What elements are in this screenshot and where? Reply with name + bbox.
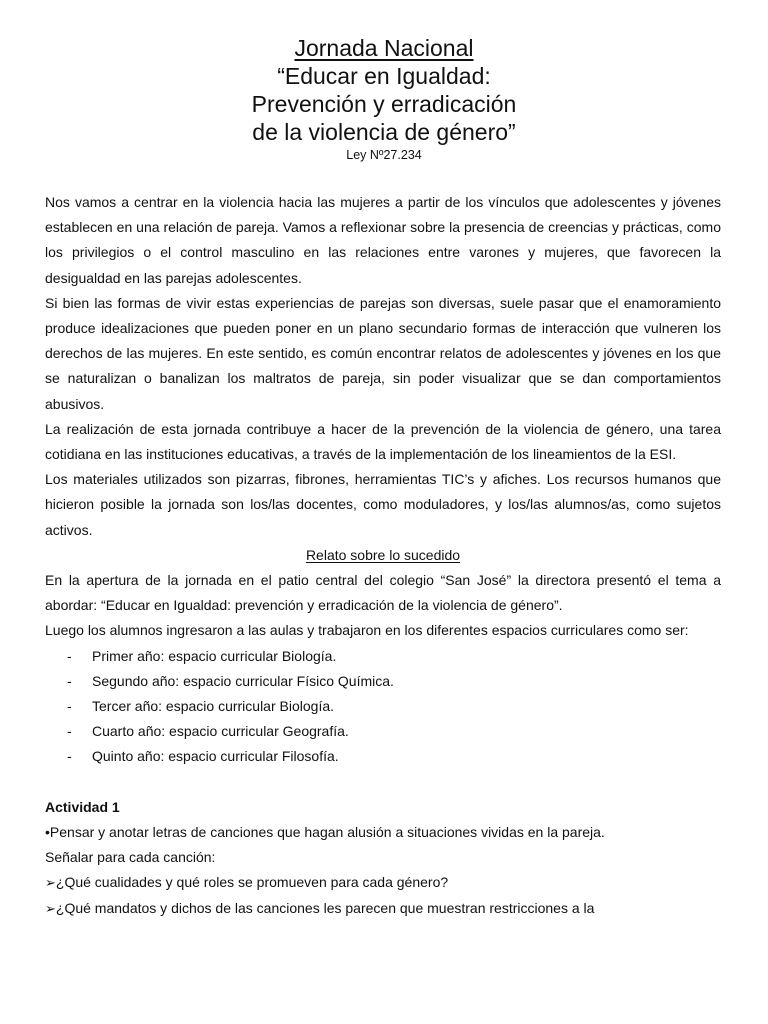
dash-marker: -: [67, 748, 72, 765]
law-reference: Ley Nº27.234: [346, 148, 422, 162]
list-item-text: Segundo año: espacio curricular Físico Química.: [92, 672, 394, 689]
list-item: [45, 694, 721, 719]
title-line-3: Prevención y erradicación: [251, 91, 517, 117]
document-body: [45, 190, 721, 921]
list-item-text: Cuarto año: espacio curricular Geografía.: [92, 723, 349, 740]
arrow-bullet-icon: ➢: [45, 875, 56, 891]
list-item-text: Tercer año: espacio curricular Biología.: [92, 698, 335, 715]
section-spacer: [45, 770, 721, 795]
curricular-list: [45, 644, 721, 770]
title-line-4: de la violencia de género”: [252, 119, 516, 145]
list-item: [45, 719, 721, 744]
activity-1-instruction: Señalar para cada canción:: [45, 849, 216, 866]
list-item-text: Quinto año: espacio curricular Filosofía.: [92, 748, 339, 765]
title-line-2: “Educar en Igualdad:: [277, 63, 491, 89]
intro-paragraph-1: Nos vamos a centrar en la violencia hacia las mujeres a partir de los vínculos que adolescentes y jóvenes establecen en una relación de pareja. Vamos a reflexionar sobre la presencia de creencias y prácticas, como los privilegios o el control masculino en las relaciones entre varones y mujeres, que favorecen la desigualdad en las parejas adolescentes.: [45, 194, 721, 286]
list-item: [45, 744, 721, 769]
activity-1-question-1: [45, 870, 721, 895]
intro-paragraph-2: Si bien las formas de vivir estas experiencias de parejas son diversas, suele pasar que el enamoramiento produce idealizaciones que pueden poner en un plano secundario formas de interacción que vulneren los derechos de las mujeres. En este sentido, es común encontrar relatos de adolescentes y jóvenes en los que se naturalizan o banalizan los maltratos de pareja, sin poder visualizar que se dan comportamientos abusivos.: [45, 294, 721, 412]
intro-paragraph-4: Los materiales utilizados son pizarras, fibrones, herramientas TIC’s y afiches. Los recursos humanos que hicieron posible la jornada son los/las docentes, como moduladores, y los/las alumnos/as, como sujetos activos.: [45, 471, 721, 538]
list-item: [45, 644, 721, 669]
title-line-1: Jornada Nacional: [294, 35, 474, 61]
arrow-bullet-icon: ➢: [45, 900, 56, 916]
relato-paragraph-2: Luego los alumnos ingresaron a las aulas y trabajaron en los diferentes espacios curriculares como ser:: [45, 622, 689, 639]
document-title: [0, 34, 768, 162]
relato-paragraph-1: En la apertura de la jornada en el patio central del colegio “San José” la directora presentó el tema a abordar: “Educar en Igualdad: prevención y erradicación de la violencia de género”.: [45, 572, 721, 614]
activity-1-title: Actividad 1: [45, 798, 120, 815]
list-item-text: Primer año: espacio curricular Biología.: [92, 647, 337, 664]
relato-heading: Relato sobre lo sucedido: [305, 546, 461, 563]
dash-marker: -: [67, 647, 72, 664]
bullet-icon: •: [45, 824, 50, 841]
activity-1-bullet: [45, 820, 721, 845]
question-text: ¿Qué cualidades y qué roles se promueven para cada género?: [55, 874, 449, 891]
dash-marker: -: [67, 723, 72, 740]
dash-marker: -: [67, 672, 72, 689]
activity-1-question-2: [45, 896, 721, 921]
intro-paragraph-3: La realización de esta jornada contribuye a hacer de la prevención de la violencia de género, una tarea cotidiana en las instituciones educativas, a través de la implementación de los lineamientos de la ESI.: [45, 420, 721, 463]
list-item: [45, 669, 721, 694]
activity-1-bullet-text: Pensar y anotar letras de canciones que hagan alusión a situaciones vividas en la pareja.: [49, 824, 605, 841]
dash-marker: -: [67, 698, 72, 715]
question-text: ¿Qué mandatos y dichos de las canciones les parecen que muestran restricciones a la: [55, 899, 595, 916]
